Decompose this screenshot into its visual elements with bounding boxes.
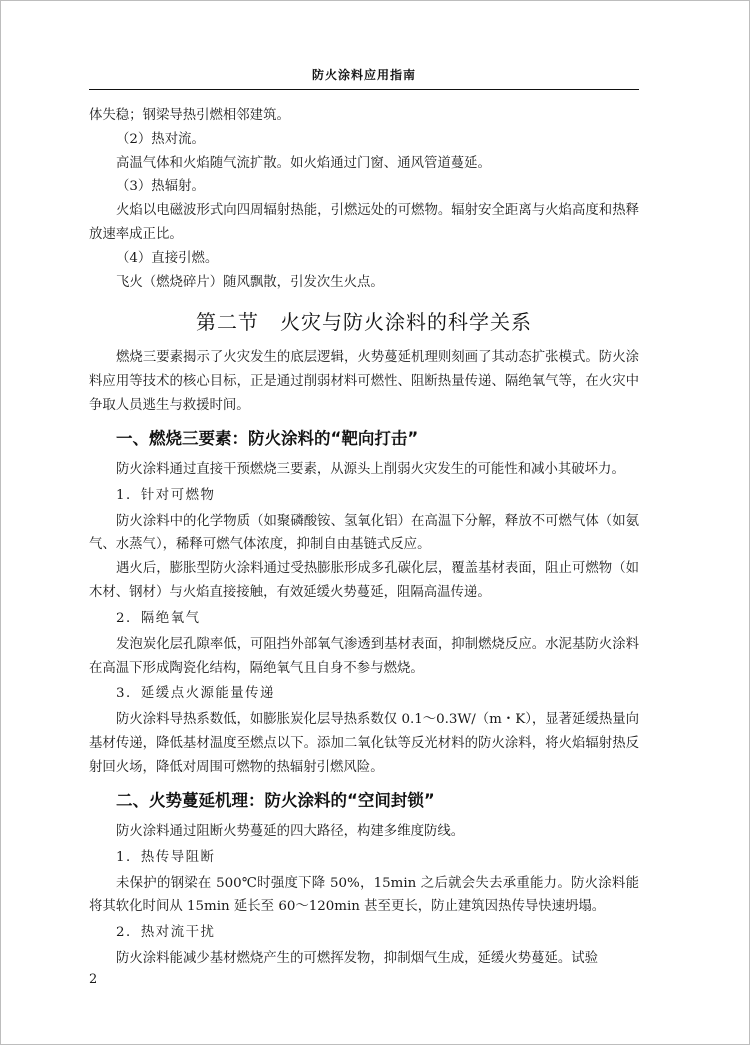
paragraph: 防火涂料通过阻断火势蔓延的四大路径，构建多维度防线。 <box>116 823 465 839</box>
subsection-heading: 一、燃烧三要素：防火涂料的“靶向打击” <box>116 428 419 448</box>
paragraph: 燃烧三要素揭示了火灾发生的底层逻辑，火势蔓延机理则刻画了其动态扩张模式。防火涂料应用等技术的核心目标，正是通过削弱材料可燃性、阻断热量传递、隔绝氧气等，在火灾中争取人员逃生与救援时间。 <box>89 350 639 413</box>
numbered-heading: 2．隔绝氧气 <box>116 610 201 626</box>
paragraph: 体失稳；钢梁导热引燃相邻建筑。 <box>89 108 290 123</box>
numbered-heading: 2．热对流干扰 <box>116 925 216 941</box>
paragraph: 防火涂料能减少基材燃烧产生的可燃挥发物，抑制烟气生成，延缓火势蔓延。试验 <box>116 951 599 967</box>
paragraph: 火焰以电磁波形式向四周辐射热能，引燃远处的可燃物。辐射安全距离与火焰高度和热释放速率成正比。 <box>89 203 639 242</box>
paragraph: （3）热辐射。 <box>116 179 205 195</box>
running-header: 防火涂料应用指南 <box>311 68 416 82</box>
paragraph: 防火涂料导热系数低，如膨胀炭化层导热系数仅 0.1～0.3W/（m・K），显著延缓热量向基材传递，降低基材温度至燃点以下。添加二氧化钛等反光材料的防火涂料，将火焰辐射热反射回火场，降低对周围可燃物的热辐射引燃风险。 <box>89 712 640 775</box>
section-title: 第二节 火灾与防火涂料的科学关系 <box>196 310 532 335</box>
paragraph: （2）热对流。 <box>116 131 205 147</box>
paragraph: 发泡炭化层孔隙率低，可阻挡外部氧气渗透到基材表面，抑制燃烧反应。水泥基防火涂料在高温下形成陶瓷化结构，隔绝氧气且自身不参与燃烧。 <box>89 636 639 676</box>
paragraph: 高温气体和火焰随气流扩散。如火焰通过门窗、通风管道蔓延。 <box>116 155 491 171</box>
paragraph: （4）直接引燃。 <box>116 250 219 266</box>
paragraph: 遇火后，膨胀型防火涂料通过受热膨胀形成多孔碳化层，覆盖基材表面，阻止可燃物（如木材、钢材）与火焰直接接触，有效延缓火势蔓延，阻隔高温传递。 <box>89 561 639 600</box>
page-number: 2 <box>89 972 98 987</box>
numbered-heading: 3．延缓点火源能量传递 <box>116 686 275 702</box>
body-text <box>89 104 639 971</box>
paragraph: 未保护的钢梁在 500℃时强度下降 50%，15min 之后就会失去承重能力。防火涂料能将其软化时间从 15min 延长至 60～120min 甚至更长，防止建筑因热传导快速坍塌。 <box>89 875 639 915</box>
numbered-heading: 1．热传导阻断 <box>116 849 216 865</box>
paragraph: 防火涂料中的化学物质（如聚磷酸铵、氢氧化铝）在高温下分解，释放不可燃气体（如氨气、水蒸气），稀释可燃气体浓度，抑制自由基链式反应。 <box>89 513 639 553</box>
subsection-heading: 二、火势蔓延机理：防火涂料的“空间封锁” <box>116 790 435 810</box>
paragraph: 防火涂料通过直接干预燃烧三要素，从源头上削弱火灾发生的可能性和减小其破坏力。 <box>116 461 625 477</box>
numbered-heading: 1．针对可燃物 <box>116 487 216 503</box>
paragraph: 飞火（燃烧碎片）随风飘散，引发次生火点。 <box>116 274 384 290</box>
header-rule <box>89 89 639 90</box>
